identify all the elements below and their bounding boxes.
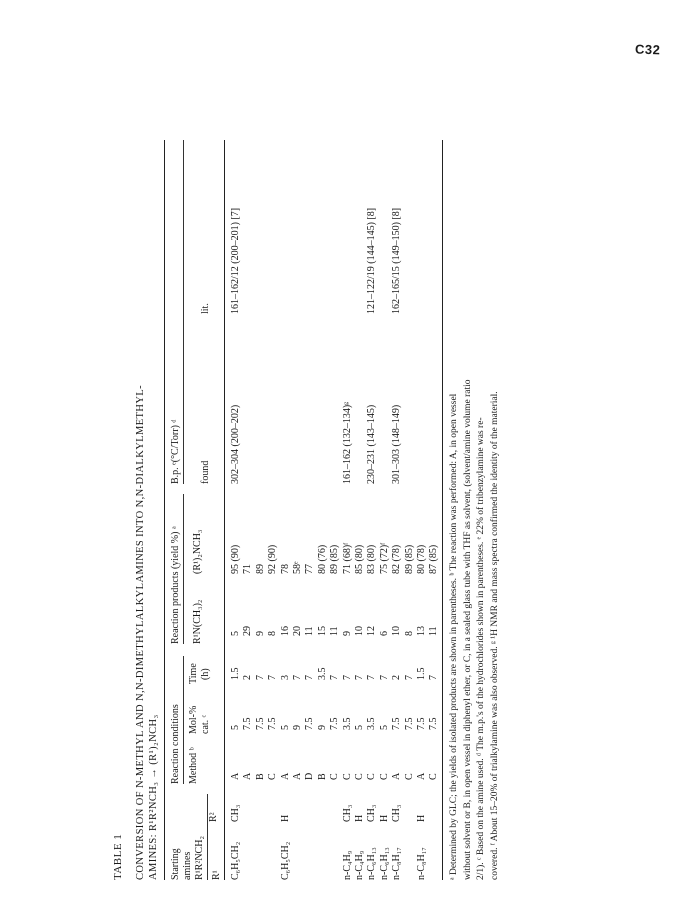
header-mol: Mol-% xyxy=(188,705,199,734)
cell-product-2: 89 (85) xyxy=(329,544,341,574)
footnote-line: covered. ᶠ About 15–20% of trialkylamine was also observed. ᵍ ¹H NMR and mass spectra confirmed the identity of the material. xyxy=(489,391,500,880)
cell-method: C xyxy=(267,773,279,780)
cell-time: 7 xyxy=(366,675,378,680)
header-cat: cat. ᶜ xyxy=(200,714,211,734)
cell-r1: n-C₈H₁₇ xyxy=(416,847,427,880)
cell-product-1: 10 xyxy=(354,626,365,636)
header-r2: R² xyxy=(208,812,219,822)
cell-method: C xyxy=(354,773,365,780)
caption-line-2: AMINES: R¹R²NCH₃ → (R¹)₂NCH₃ xyxy=(148,714,160,880)
cell-product-2: 80 (78) xyxy=(416,544,427,574)
cell-mol: 7.5 xyxy=(329,717,341,730)
cell-bp-found: 230–231 (143–145) xyxy=(366,404,378,484)
cell-r1: C₆H₅CH₂ xyxy=(279,841,291,880)
bottom-rule xyxy=(442,140,443,880)
cell-method: A xyxy=(279,772,291,780)
cell-r2: CH₃ xyxy=(230,804,241,822)
header-formula: R¹R²NCH₂ xyxy=(194,836,205,880)
header-method: Method ᵇ xyxy=(188,747,199,784)
cell-time: 7 xyxy=(354,675,365,680)
header-underline-products xyxy=(183,494,184,644)
cell-method: C xyxy=(341,773,353,780)
cell-r1: n-C₄H₉ xyxy=(354,850,365,880)
cell-time: 7 xyxy=(403,675,415,680)
cell-product-1: 10 xyxy=(391,626,403,636)
cell-product-2: 95 (90) xyxy=(230,544,241,574)
cell-mol: 7.5 xyxy=(267,717,279,730)
cell-product-1: 29 xyxy=(242,626,254,636)
cell-mol: 7.5 xyxy=(304,717,316,730)
cell-time: 7 xyxy=(254,675,266,680)
cell-time: 7 xyxy=(304,675,316,680)
cell-product-2: 92 (90) xyxy=(267,544,279,574)
cell-product-2: 71 xyxy=(242,564,254,574)
caption-line-1: CONVERSION OF N-METHYL AND N,N-DIMETHYLALKYLAMINES INTO N,N-DIALKYLMETHYL- xyxy=(135,384,146,880)
cell-r2: CH₃ xyxy=(366,804,378,822)
cell-product-1: 9 xyxy=(254,631,266,636)
cell-method: C xyxy=(403,773,415,780)
header-bp: B.p. ᵉ(°C/Torr) ᵈ xyxy=(170,419,181,484)
cell-time: 7 xyxy=(267,675,279,680)
cell-method: B xyxy=(316,773,328,780)
cell-mol: 5 xyxy=(354,725,365,730)
cell-product-2: 80 (76) xyxy=(316,544,328,574)
cell-method: A xyxy=(292,772,303,780)
cell-mol: 5 xyxy=(230,725,241,730)
rotated-table-block xyxy=(112,120,532,880)
header-underline-starting xyxy=(207,794,208,880)
footnote-line: 2/1). ᶜ Based on the amine used. ᵈ The m.p.'s of the hydrochlorides shown in parentheses. ᵉ 22% of tribenzylamine was re- xyxy=(476,417,486,880)
cell-product-1: 8 xyxy=(403,631,415,636)
footnote-line: without solvent or B, in open vessel in diphenyl ether, or C, in a sealed glass tube with THF as solvent, (solvent/amine volume ratio xyxy=(462,379,473,880)
header-product-2: (R¹)₂NCH₃ xyxy=(192,529,203,574)
cell-time: 1.5 xyxy=(230,667,241,680)
cell-r1: C₆H₅CH₂ xyxy=(230,841,241,880)
cell-product-2: 89 xyxy=(254,564,266,574)
cell-bp-lit: 121–122/19 (144–145) [8] xyxy=(366,207,378,314)
cell-time: 7 xyxy=(292,675,303,680)
cell-method: C xyxy=(366,773,378,780)
cell-mol: 3.5 xyxy=(341,717,353,730)
cell-product-2: 77 xyxy=(304,564,316,574)
cell-product-1: 16 xyxy=(279,626,291,636)
cell-product-1: 6 xyxy=(378,631,390,636)
cell-time: 7 xyxy=(329,675,341,680)
header-product-1: R¹N(CH₃)₂ xyxy=(192,599,203,644)
header-lit: lit. xyxy=(200,303,211,314)
header-reaction-conditions: Reaction conditions xyxy=(170,704,181,784)
cell-product-2: 85 (80) xyxy=(354,544,365,574)
header-time-unit: (h) xyxy=(200,668,211,680)
cell-bp-lit: 161–162/12 (200–201) [7] xyxy=(230,207,241,314)
cell-method: D xyxy=(304,772,316,780)
header-underline-bp xyxy=(183,140,184,484)
cell-mol: 7.5 xyxy=(428,717,440,730)
cell-r1: n-C₄H₉ xyxy=(341,850,353,880)
cell-mol: 9 xyxy=(292,725,303,730)
cell-product-2: 89 (85) xyxy=(403,544,415,574)
cell-bp-lit: 162–165/15 (149–150) [8] xyxy=(391,207,403,314)
cell-product-2: 87 (85) xyxy=(428,544,440,574)
cell-product-2: 75 (72)ᶠ xyxy=(378,542,390,574)
cell-product-2: 58ᵉ xyxy=(292,561,303,574)
header-amines: amines xyxy=(182,851,193,880)
cell-method: A xyxy=(242,772,254,780)
table-label: TABLE 1 xyxy=(112,833,124,880)
cell-mol: 7.5 xyxy=(403,717,415,730)
cell-product-2: 71 (68)ᶠ xyxy=(341,542,353,574)
cell-r1: n-C₆H₁₃ xyxy=(366,847,378,880)
top-rule xyxy=(164,140,165,880)
header-underline-conditions xyxy=(183,656,184,784)
cell-product-1: 11 xyxy=(329,626,341,636)
cell-bp-found: 301–303 (148–149) xyxy=(391,404,403,484)
header-time: Time xyxy=(188,663,199,684)
cell-method: C xyxy=(378,773,390,780)
cell-method: A xyxy=(230,772,241,780)
cell-method: C xyxy=(428,773,440,780)
cell-time: 1.5 xyxy=(416,667,427,680)
cell-product-1: 5 xyxy=(230,631,241,636)
header-starting: Starting xyxy=(170,848,181,880)
footnote-line: ᵃ Determined by GLC; the yields of isolated products are shown in parentheses. ᵇ The reaction was performed: A, in open vessel xyxy=(449,393,459,880)
cell-mol: 5 xyxy=(378,725,390,730)
cell-method: C xyxy=(329,773,341,780)
header-rule xyxy=(224,140,225,880)
cell-mol: 9 xyxy=(316,725,328,730)
cell-r2: H xyxy=(416,814,427,822)
cell-mol: 7.5 xyxy=(254,717,266,730)
cell-product-1: 8 xyxy=(267,631,279,636)
cell-time: 2 xyxy=(242,675,254,680)
cell-time: 7 xyxy=(341,675,353,680)
page-number: C32 xyxy=(634,41,661,58)
cell-product-2: 83 (80) xyxy=(366,544,378,574)
cell-r1: n-C₈H₁₇ xyxy=(391,847,403,880)
cell-r2: CH₃ xyxy=(391,804,403,822)
cell-time: 3.5 xyxy=(316,667,328,680)
cell-r2: H xyxy=(354,814,365,822)
header-reaction-products: Reaction products (yield %) ᵃ xyxy=(170,526,181,644)
cell-method: A xyxy=(416,772,427,780)
cell-product-1: 11 xyxy=(304,626,316,636)
cell-bp-found: 161–162 (132–134)ᵍ xyxy=(341,401,353,484)
cell-r2: CH₃ xyxy=(341,804,353,822)
cell-time: 3 xyxy=(279,675,291,680)
cell-r2: H xyxy=(279,814,291,822)
table-document xyxy=(112,120,532,880)
cell-product-1: 9 xyxy=(341,631,353,636)
cell-product-1: 15 xyxy=(316,626,328,636)
cell-mol: 7.5 xyxy=(416,717,427,730)
cell-time: 2 xyxy=(391,675,403,680)
cell-mol: 7.5 xyxy=(391,717,403,730)
cell-r1: n-C₆H₁₃ xyxy=(378,847,390,880)
cell-method: B xyxy=(254,773,266,780)
cell-mol: 3.5 xyxy=(366,717,378,730)
cell-mol: 7.5 xyxy=(242,717,254,730)
footnotes xyxy=(448,140,502,880)
cell-product-1: 13 xyxy=(416,626,427,636)
cell-mol: 5 xyxy=(279,725,291,730)
cell-product-2: 78 xyxy=(279,564,291,574)
cell-bp-found: 302–304 (200–202) xyxy=(230,404,241,484)
cell-time: 7 xyxy=(428,675,440,680)
header-r1: R¹ xyxy=(211,870,222,880)
cell-product-2: 82 (78) xyxy=(391,544,403,574)
cell-time: 7 xyxy=(378,675,390,680)
cell-method: A xyxy=(391,772,403,780)
cell-r2: H xyxy=(378,814,390,822)
cell-product-1: 20 xyxy=(292,626,303,636)
table-caption xyxy=(134,160,160,880)
cell-product-1: 12 xyxy=(366,626,378,636)
header-found: found xyxy=(200,460,211,484)
cell-product-1: 11 xyxy=(428,626,440,636)
